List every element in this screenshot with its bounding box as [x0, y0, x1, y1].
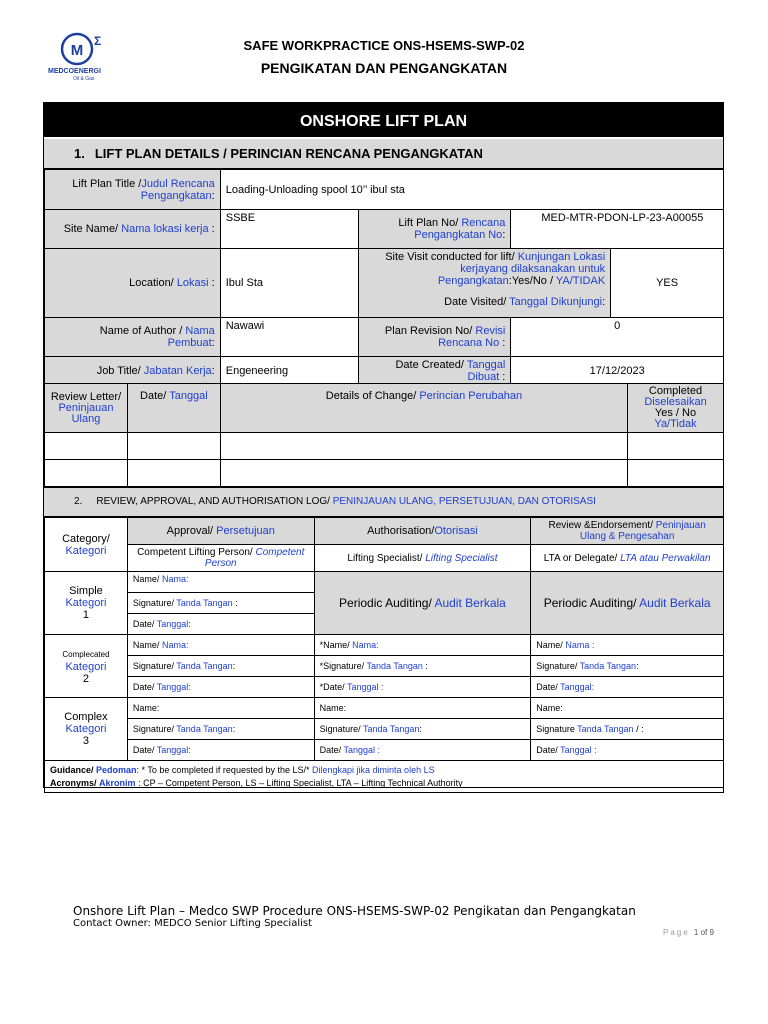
category-simple: Simple Kategori 1 [45, 572, 128, 635]
complex-ls-name[interactable]: Name: [314, 698, 531, 719]
section1-number: 1. [74, 146, 85, 161]
complex-ls-signature[interactable]: Signature/ Tanda Tangan: [314, 719, 531, 740]
section2-title-my: PENINJAUAN ULANG, PERSETUJUAN, DAN OTORISASI [332, 496, 596, 507]
complex-cp-signature[interactable]: Signature/ Tanda Tangan: [127, 719, 314, 740]
page-number: Page 1 of 9 [663, 928, 714, 937]
authorisation-header: Authorisation/Otorisasi [314, 518, 531, 545]
complex-cp-name[interactable]: Name: [127, 698, 314, 719]
review-letter-cell[interactable] [45, 460, 128, 487]
author-label: Name of Author / Nama Pembuat: [45, 318, 221, 357]
review-endorsement-header: Review &Endorsement/ Peninjauan Ulang & Pengesahan [531, 518, 724, 545]
review-completed-cell[interactable] [628, 460, 724, 487]
review-details-header: Details of Change/ Perincian Perubahan [220, 384, 627, 433]
lift-plan-title-value: Loading-Unloading spool 10’’ ibul sta [220, 170, 723, 210]
review-date-header: Date/ Tanggal [127, 384, 220, 433]
complecated-cp-date[interactable]: Date/ Tanggal: [127, 677, 314, 698]
review-date-cell[interactable] [127, 433, 220, 460]
plan-revision-value: 0 [511, 318, 724, 357]
site-visit-label: Site Visit conducted for lift/ Kunjungan Lokasi kerjayang dilaksanakan untuk Pengangkatan:Yes/No / YA/TIDAK Date Visited/ Tanggal Dikunjungi: [358, 249, 611, 318]
section2-heading [44, 487, 723, 517]
author-value: Nawawi [220, 318, 358, 357]
complex-cp-date[interactable]: Date/ Tanggal: [127, 740, 314, 761]
lift-plan-no-label: Lift Plan No/ Rencana Pengangkatan No: [358, 210, 511, 249]
logo-text: MEDCOENERGI [48, 68, 101, 75]
footer-title: Onshore Lift Plan – Medco SWP Procedure ONS-HSEMS-SWP-02 Pengikatan dan Pengangkatan [73, 904, 636, 918]
site-visit-value: YES [611, 249, 724, 318]
complex-lta-date[interactable]: Date/ Tanggal : [531, 740, 724, 761]
lifting-specialist-header: Lifting Specialist/ Lifting Specialist [314, 545, 531, 572]
location-label: Location/ Lokasi : [45, 249, 221, 318]
complex-ls-date[interactable]: Date/ Tanggal : [314, 740, 531, 761]
approval-header: Approval/ Persetujuan [127, 518, 314, 545]
review-history-table [44, 383, 724, 487]
complecated-ls-date[interactable]: *Date/ Tanggal : [314, 677, 531, 698]
section2-title: REVIEW, APPROVAL, AND AUTHORISATION LOG/ [96, 496, 330, 507]
simple-cp-name[interactable]: Name/ Nama: [127, 572, 314, 593]
plan-revision-label: Plan Revision No/ Revisi Rencana No : [358, 318, 511, 357]
lift-plan-details-table [44, 169, 724, 386]
review-date-cell[interactable] [127, 460, 220, 487]
job-title-value: Engeneering [220, 357, 358, 386]
date-created-value: 17/12/2023 [511, 357, 724, 386]
table-row [45, 433, 724, 460]
review-completed-header: Completed Diselesaikan Yes / No Ya/Tidak [628, 384, 724, 433]
section1-title: LIFT PLAN DETAILS / PERINCIAN RENCANA PENGANGKATAN [94, 146, 483, 161]
simple-cp-date[interactable]: Date/ Tanggal: [127, 614, 314, 635]
simple-cp-signature[interactable]: Signature/ Tanda Tangan : [127, 593, 314, 614]
section2-number: 2. [74, 496, 83, 507]
review-details-cell[interactable] [220, 460, 627, 487]
approval-log-table [44, 517, 724, 793]
doc-code-title: SAFE WORKPRACTICE ONS-HSEMS-SWP-02 [243, 38, 525, 53]
date-created-label: Date Created/ Tanggal Dibuat : [358, 357, 511, 386]
site-name-label: Site Name/ Nama lokasi kerja : [45, 210, 221, 249]
complecated-ls-name[interactable]: *Name/ Nama: [314, 635, 531, 656]
review-details-cell[interactable] [220, 433, 627, 460]
complecated-cp-signature[interactable]: Signature/ Tanda Tangan: [127, 656, 314, 677]
category-complex: Complex Kategori 3 [45, 698, 128, 761]
lift-plan-title-label: Lift Plan Title /Judul Rencana Pengangkatan: [45, 170, 221, 210]
logo-subtext: Oil & Gas [73, 76, 95, 82]
review-letter-cell[interactable] [45, 433, 128, 460]
table-row [45, 460, 724, 487]
form-banner: ONSHORE LIFT PLAN [44, 103, 723, 137]
competent-person-header: Competent Lifting Person/ Competent Person [127, 545, 314, 572]
complecated-cp-name[interactable]: Name/ Nama: [127, 635, 314, 656]
simple-lta-periodic: Periodic Auditing/ Audit Berkala [531, 572, 724, 635]
category-complecated: Complecated Kategori 2 [45, 635, 128, 698]
lift-plan-no-value: MED-MTR-PDON-LP-23-A00055 [511, 210, 724, 249]
review-completed-cell[interactable] [628, 433, 724, 460]
complecated-lta-name[interactable]: Name/ Nama : [531, 635, 724, 656]
complecated-ls-signature[interactable]: *Signature/ Tanda Tangan : [314, 656, 531, 677]
svg-text:Σ: Σ [94, 34, 102, 48]
complex-lta-signature[interactable]: Signature Tanda Tangan / : [531, 719, 724, 740]
svg-text:M: M [70, 42, 84, 59]
lta-header: LTA or Delegate/ LTA atau Perwakilan [531, 545, 724, 572]
site-name-value: SSBE [220, 210, 358, 249]
complecated-lta-signature[interactable]: Signature/ Tanda Tangan: [531, 656, 724, 677]
location-value: Ibul Sta [220, 249, 358, 318]
review-letter-header: Review Letter/ Peninjauan Ulang [45, 384, 128, 433]
job-title-label: Job Title/ Jabatan Kerja: [45, 357, 221, 386]
footer-contact: Contact Owner: MEDCO Senior Lifting Specialist [73, 918, 313, 929]
doc-subtitle: PENGIKATAN DAN PENGANGKATAN [260, 60, 508, 76]
complecated-lta-date[interactable]: Date/ Tanggal: [531, 677, 724, 698]
simple-ls-periodic: Periodic Auditing/ Audit Berkala [314, 572, 531, 635]
complex-lta-name[interactable]: Name: [531, 698, 724, 719]
category-header: Category/ Kategori [45, 518, 128, 572]
section1-heading [44, 139, 723, 169]
guidance-notes: Guidance/ Pedoman: * To be completed if requested by the LS/* Dilengkapi jika diminta oleh LS Acronyms/ Akronim : CP – Competent Person, LS – Lifting Specialist, LTA – Lifting Technical Authority [45, 761, 724, 793]
